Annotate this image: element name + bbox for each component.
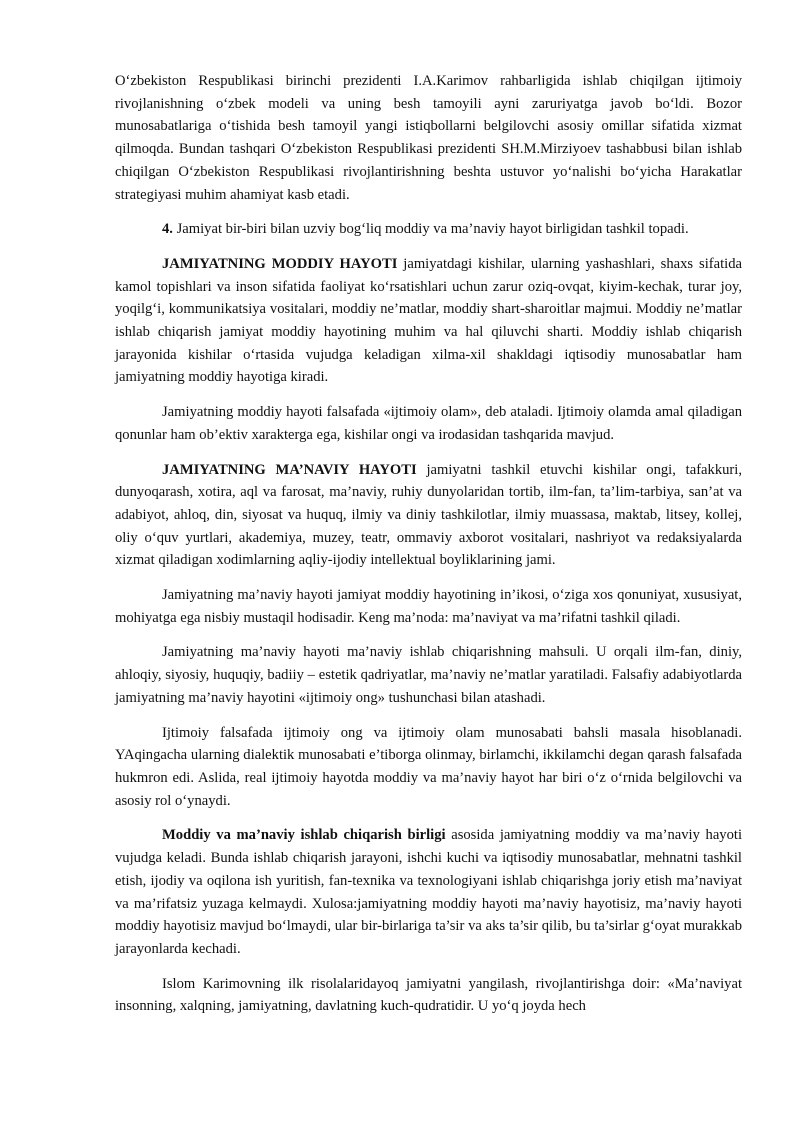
paragraph-2-number: 4. xyxy=(162,221,173,238)
paragraph-9 xyxy=(115,824,742,960)
paragraph-9-text: asosida jamiyatning moddiy va ma’naviy hayoti vujudga keladi. Bunda ishlab chiqarish jarayoni, ishchi kuchi va iqtisodiy munosabatlar, mehnatni tashkil etish, ijodiy va oqilona ish yuritish, fan-texnika va texnologiyani ishlab chiqarishga joriy etish ma’naviyat va ma’rifatsiz yuzaga kelmaydi. Xulosa:jamiyatning moddiy hayoti ma’naviy hayotisiz, ma’naviy hayoti moddiy hayotisiz mavjud bo‘lmaydi, ular bir-birlariga ta’sir va aks ta’sir qilib, bu ta’sirlar g‘oyat murakkab jarayonlarda kechadi. xyxy=(115,827,742,957)
paragraph-6: Jamiyatning ma’naviy hayoti jamiyat moddiy hayotining in’ikosi, o‘ziga xos qonuniyat, xususiyat, mohiyatga ega nisbiy mustaqil hodisadir. Keng ma’noda: ma’naviyat va ma’rifatni tashkil qiladi. xyxy=(115,587,742,626)
paragraph-4: Jamiyatning moddiy hayoti falsafada «ijtimoiy olam», deb ataladi. Ijtimoiy olamda amal qiladigan qonunlar ham ob’ektiv xarakterga ega, kishilar ongi va irodasidan tashqarida mavjud. xyxy=(115,404,742,443)
paragraph-7: Jamiyatning ma’naviy hayoti ma’naviy ishlab chiqarishning mahsuli. U orqali ilm-fan, diniy, ahloqiy, siyosiy, huquqiy, badiiy – estetik qadriyatlar, ma’naviy ne’matlar yaratiladi. Falsafiy adabiyotlarda jamiyatning ma’naviy hayotini «ijtimoiy ong» tushunchasi bilan atashadi. xyxy=(115,644,742,706)
paragraph-5-text: jamiyatni tashkil etuvchi kishilar ongi, tafakkuri, dunyoqarash, xotira, aql va farosat, ma’naviy, ruhiy dunyolaridan tortib, ilm-fan, ta’lim-tarbiya, san’at va adabiyot, ahloq, din, siyosat va huquq, ilmiy va diniy tashkilotlar, ilmiy muassasa, maktab, litsey, kollej, oliy o‘quv yurtlari, akademiya, muzey, teatr, ommaviy axborot vositalari, nashriyot va redaksiyalarda xizmat qiladigan xodimlarning aqliy-ijodiy intellektual boyliklarining jami. xyxy=(115,461,742,569)
paragraph-5 xyxy=(115,459,742,573)
paragraph-5-heading: JAMIYATNING MA’NAVIY HAYOTI xyxy=(162,461,417,478)
paragraph-3-heading: JAMIYATNING MODDIY HAYOTI xyxy=(162,255,398,272)
paragraph-9-heading: Moddiy va ma’naviy ishlab chiqarish birligi xyxy=(162,827,446,844)
paragraph-2 xyxy=(115,218,742,241)
paragraph-8: Ijtimoiy falsafada ijtimoiy ong va ijtimoiy olam munosabati bahsli masala hisoblanadi. YAqingacha ularning dialektik munosabati e’tiborga olinmay, birlamchi, ikkilamchi degan qarash falsafada hukmron edi. Aslida, real ijtimoiy hayotda moddiy va ma’naviy hayot har biri o‘z o‘rnida belgilovchi va asosiy rol o‘ynaydi. xyxy=(115,724,742,809)
paragraph-2-text: Jamiyat bir-biri bilan uzviy bog‘liq moddiy va ma’naviy hayot birligidan tashkil topadi. xyxy=(172,221,689,238)
paragraph-3 xyxy=(115,253,742,389)
paragraph-3-text: jamiyatdagi kishilar, ularning yashashlari, shaxs sifatida kamol topishlari va inson sifatida faoliyat ko‘rsatishlari uchun zarur oziq-ovqat, kiyim-kechak, turar joy, yoqilg‘i, kommunikatsiya vositalari, moddiy ne’matlar, moddiy shart-sharoitlar majmui. Moddiy ne’matlar ishlab chiqarish jamiyat moddiy hayotining muhim va hal qiluvchi sharti. Moddiy ishlab chiqarish jarayonida kishilar o‘rtasida vujudga keladigan xilma-xil shakldagi iqtisodiy munosabatlar ham jamiyatning moddiy hayotiga kiradi. xyxy=(115,255,742,386)
paragraph-10: Islom Karimovning ilk risolalaridayoq jamiyatni yangilash, rivojlantirishga doir: «Ma’naviyat insonning, xalqning, jamiyatning, davlatning kuch-qudratidir. U yo‘q joyda hech xyxy=(115,975,742,1015)
paragraph-1: O‘zbekiston Respublikasi birinchi prezidenti I.A.Karimov rahbarligida ishlab chiqilgan ijtimoiy rivojlanishning o‘zbek modeli va uning besh tamoyili ayni zaruriyatga javob bo‘ldi. Bozor munosabatlariga o‘tishida besh tamoyil yangi istiqbollarni belgilovchi asosiy omillar sifatida xizmat qilmoqda. Bundan tashqari O‘zbekiston Respublikasi prezidenti SH.M.Mirziyoev tashabbusi bilan ishlab chiqilgan O‘zbekiston Respublikasi rivojlantirishning beshta ustuvor yo‘nalishi bo‘yicha Harakatlar strategiyasi muhim ahamiyat kasb etadi. xyxy=(115,73,742,203)
document-page xyxy=(115,70,742,1018)
